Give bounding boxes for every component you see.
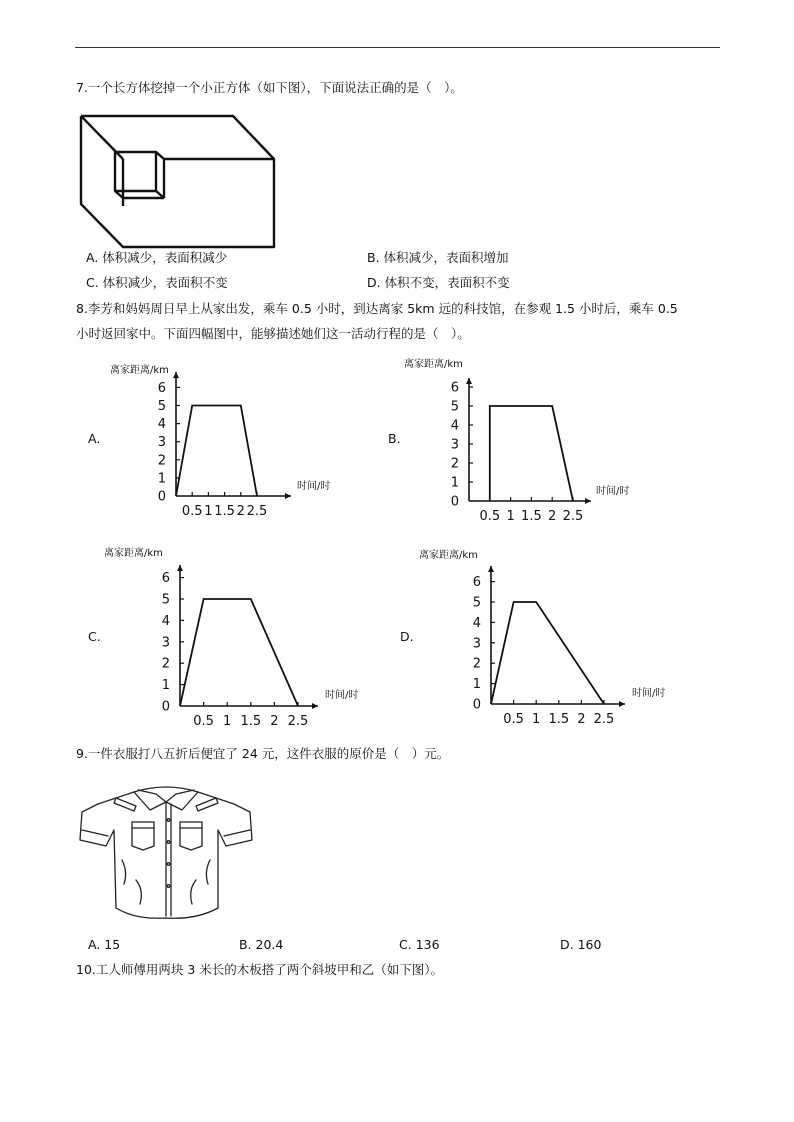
x-axis-title: 时间/时: [596, 486, 630, 497]
x-tick-label: 2: [270, 714, 279, 729]
y-tick-label: 2: [161, 656, 170, 672]
x-axis-title: 时间/时: [325, 690, 359, 701]
y-tick-label: 3: [157, 435, 166, 451]
x-tick-label: 0.5: [479, 509, 501, 524]
y-tick-label: 5: [472, 595, 481, 611]
x-tick-label: 0.5: [193, 714, 214, 729]
x-tick-label: 2.5: [246, 504, 268, 519]
y-axis-arrow: [488, 566, 494, 572]
q9-option-a[interactable]: A. 15: [88, 937, 121, 952]
y-tick-label: 3: [450, 437, 459, 453]
q9-stem: 9.一件衣服打八五折后便宜了 24 元，这件衣服的原价是（ ）元。: [76, 746, 450, 761]
y-tick-label: 0: [450, 494, 459, 510]
y-tick-label: 4: [450, 418, 459, 434]
y-tick-label: 1: [157, 471, 166, 487]
y-tick-label: 1: [161, 678, 170, 694]
x-tick-label: 2.5: [593, 712, 615, 727]
q7-option-c[interactable]: C. 体积减少，表面积不变: [86, 275, 228, 290]
q8-option-c-label[interactable]: C.: [88, 629, 101, 644]
q7-option-a[interactable]: A. 体积减少，表面积减少: [86, 250, 228, 265]
x-tick-label: 2: [236, 504, 245, 519]
x-tick-label: 1: [506, 509, 515, 524]
y-tick-label: 2: [472, 656, 481, 672]
x-tick-label: 2: [577, 712, 586, 727]
y-tick-label: 6: [472, 575, 481, 591]
x-tick-label: 1.5: [240, 714, 262, 729]
y-axis-title: 离家距离/km: [110, 365, 169, 376]
x-axis-title: 时间/时: [297, 481, 331, 492]
y-tick-label: 5: [157, 399, 166, 414]
y-tick-label: 5: [161, 592, 170, 608]
y-tick-label: 6: [450, 380, 459, 396]
x-tick-label: 2: [548, 509, 557, 524]
y-tick-label: 6: [157, 380, 166, 396]
y-tick-label: 4: [157, 417, 166, 433]
y-axis-title: 离家距离/km: [419, 550, 478, 561]
y-tick-label: 0: [472, 697, 481, 713]
q10-stem: 10.工人师傅用两块 3 米长的木板搭了两个斜坡甲和乙（如下图）。: [76, 962, 444, 977]
y-tick-label: 0: [161, 699, 170, 715]
y-axis-title: 离家距离/km: [104, 548, 163, 559]
x-tick-label: 1.5: [521, 509, 542, 524]
q7-stem: 7.一个长方体挖掉一个小正方体（如下图），下面说法正确的是（ ）。: [76, 80, 463, 95]
y-tick-label: 1: [472, 677, 481, 693]
y-tick-label: 1: [450, 475, 459, 491]
q7-option-d[interactable]: D. 体积不变，表面积不变: [367, 275, 510, 290]
y-axis-title: 离家距离/km: [404, 359, 463, 370]
y-tick-label: 2: [450, 456, 459, 472]
y-tick-label: 3: [472, 636, 481, 652]
y-tick-label: 3: [161, 635, 170, 651]
q8-option-a-label[interactable]: A.: [88, 431, 101, 446]
x-tick-label: 0.5: [503, 712, 524, 727]
q8-option-b-label[interactable]: B.: [388, 431, 401, 446]
x-tick-label: 1: [223, 714, 232, 729]
series-line: [491, 602, 604, 704]
x-tick-label: 1: [532, 712, 541, 727]
x-tick-label: 1.5: [214, 504, 235, 519]
y-tick-label: 5: [450, 399, 459, 415]
x-tick-label: 2.5: [287, 714, 309, 729]
x-tick-label: 1: [204, 504, 213, 519]
q9-option-c[interactable]: C. 136: [399, 937, 440, 952]
q9-option-d[interactable]: D. 160: [560, 937, 602, 952]
y-tick-label: 2: [157, 453, 166, 469]
y-tick-label: 4: [472, 615, 481, 631]
x-tick-label: 0.5: [181, 504, 203, 519]
q9-option-b[interactable]: B. 20.4: [239, 937, 284, 952]
x-tick-label: 2.5: [562, 509, 584, 524]
q8-stem-line2: 小时返回家中。下面四幅图中，能够描述她们这一活动行程的是（ ）。: [76, 326, 470, 341]
y-tick-label: 0: [157, 489, 166, 505]
y-tick-label: 6: [161, 571, 170, 587]
x-axis-arrow: [619, 701, 625, 707]
q8-stem-line1: 8.李芳和妈妈周日早上从家出发，乘车 0.5 小时，到达离家 5km 远的科技馆，在参观 1.5 小时后，乘车 0.5: [76, 301, 678, 316]
shirt-illustration: [76, 780, 256, 930]
x-tick-label: 1.5: [548, 712, 570, 727]
y-tick-label: 4: [161, 613, 170, 629]
q8-option-d-label[interactable]: D.: [400, 629, 414, 644]
x-axis-title: 时间/时: [632, 688, 666, 699]
q7-option-b[interactable]: B. 体积减少，表面积增加: [367, 250, 509, 265]
